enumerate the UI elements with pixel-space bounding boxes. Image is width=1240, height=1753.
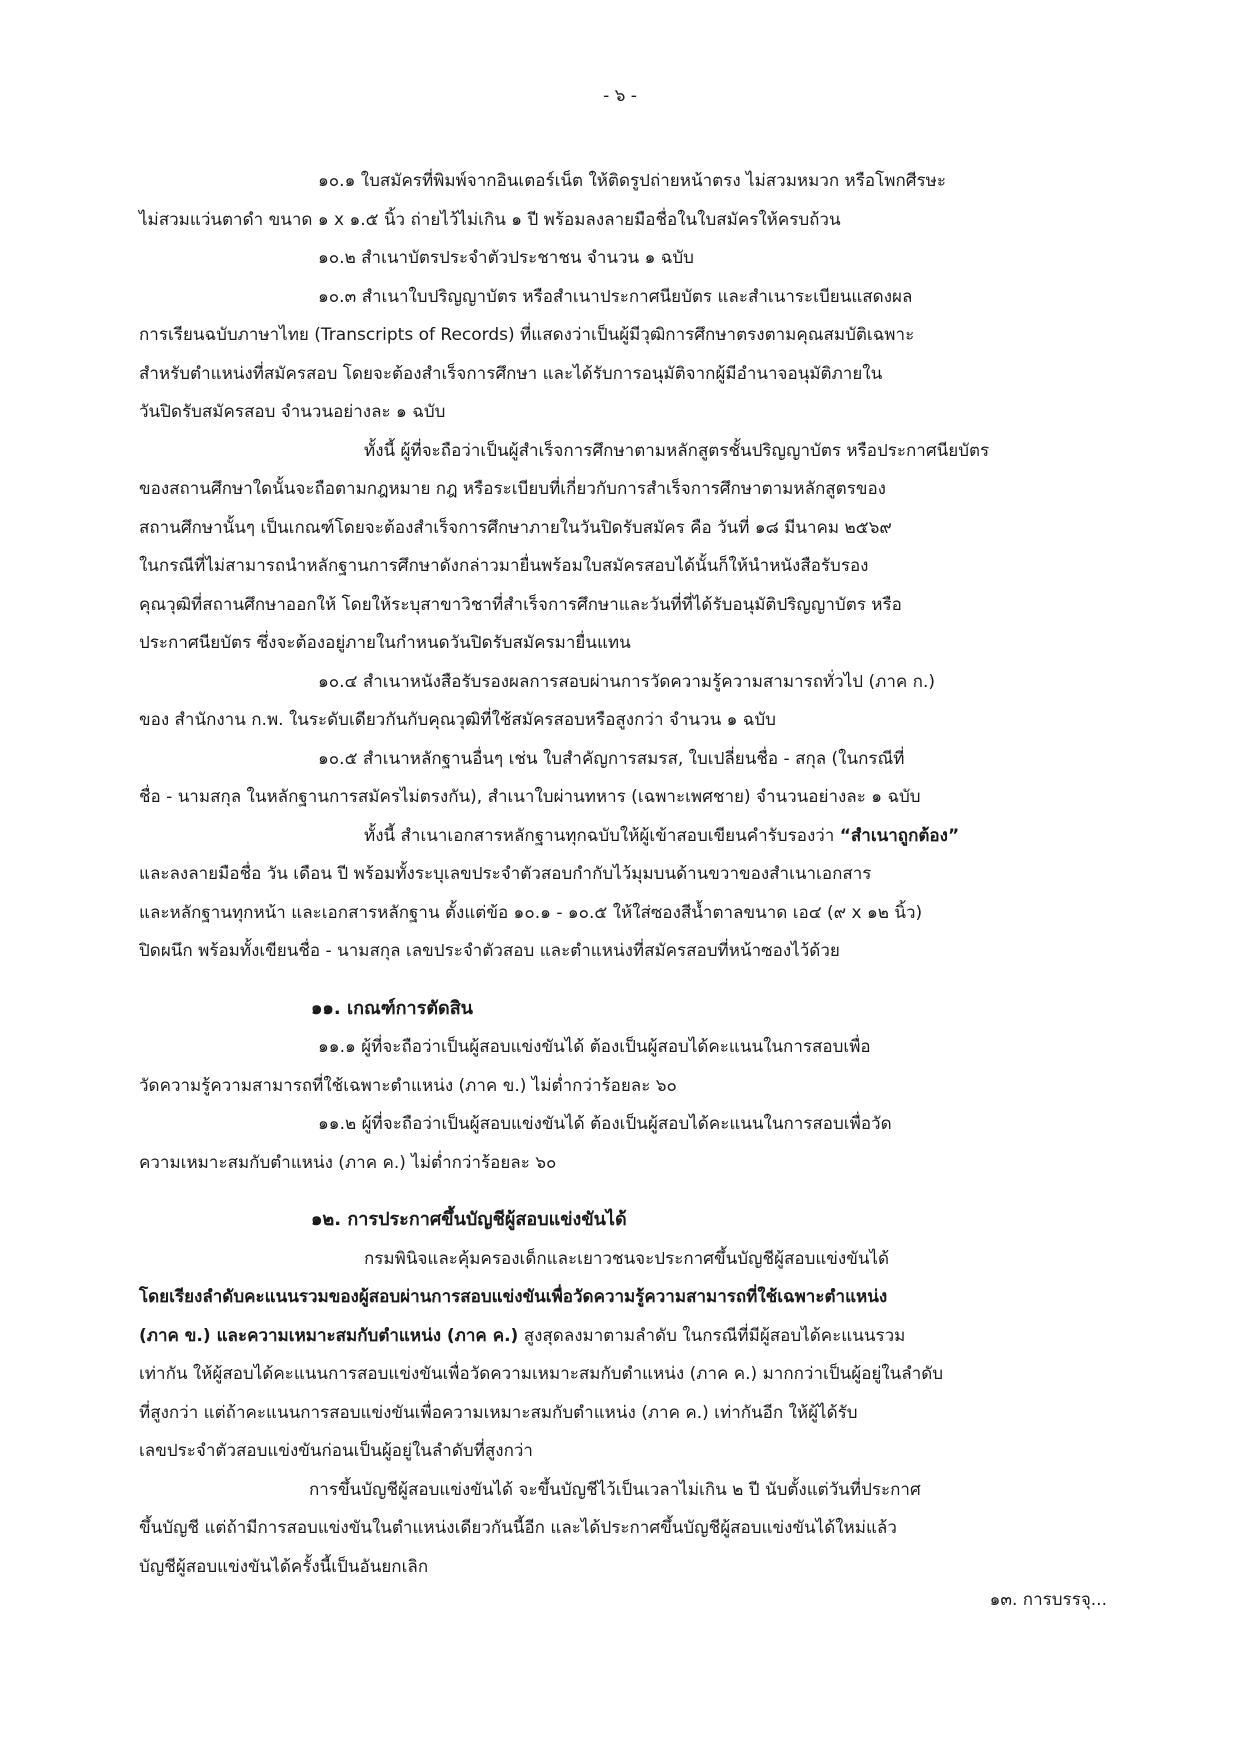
section-12-para-1-line-1: กรมพินิจและคุ้มครองเด็กและเยาวชนจะประกาศขึ้นบัญชีผู้สอบแข่งขันได้ bbox=[364, 1248, 890, 1269]
page-number: - ๖ - bbox=[603, 86, 637, 106]
section-12 bbox=[139, 1201, 1101, 1586]
item-11-1-line-1: ๑๑.๑ ผู้ที่จะถือว่าเป็นผู้สอบแข่งขันได้ ต้องเป็นผู้สอบได้คะแนนในการสอบเพื่อ bbox=[318, 1037, 871, 1057]
item-10-3-line-3: สำหรับตำแหน่งที่สมัครสอบ โดยจะต้องสำเร็จการศึกษา และได้รับการอนุมัติจากผู้มีอำนาจอนุมัติภายใน bbox=[139, 363, 883, 384]
item-10-1-line-2: ไม่สวมแว่นตาดำ ขนาด ๑ x ๑.๕ นิ้ว ถ่ายไว้ไม่เกิน ๑ ปี พร้อมลงลายมือชื่อในใบสมัครให้ครบถ้วน bbox=[139, 209, 841, 230]
section-12-para-1-line-6: เลขประจำตัวสอบแข่งขันก่อนเป็นผู้อยู่ในลำดับที่สูงกว่า bbox=[139, 1441, 533, 1461]
section-12-para-1-line-3-bold: (ภาค ข.) และความเหมาะสมกับตำแหน่ง (ภาค ค.) bbox=[139, 1325, 519, 1346]
note-2-line-1 bbox=[139, 817, 1101, 856]
item-11-1-line-2: วัดความรู้ความสามารถที่ใช้เฉพาะตำแหน่ง (ภาค ข.) ไม่ต่ำกว่าร้อยละ ๖๐ bbox=[139, 1075, 677, 1096]
section-11-heading: ๑๑. เกณฑ์การตัดสิน bbox=[311, 997, 473, 1019]
section-12-para-1-line-2: โดยเรียงลำดับคะแนนรวมของผู้สอบผ่านการสอบแข่งขันเพื่อวัดความรู้ความสามารถที่ใช้เฉพาะตำแหน่ง bbox=[139, 1287, 888, 1307]
section-12-para-2-line-1: การขึ้นบัญชีผู้สอบแข่งขันได้ จะขึ้นบัญชีไว้เป็นเวลาไม่เกิน ๒ ปี นับตั้งแต่วันที่ประกาศ bbox=[309, 1479, 921, 1500]
document-body bbox=[139, 162, 1101, 1586]
item-10-5-line-2: ชื่อ - นามสกุล ในหลักฐานการสมัครไม่ตรงกัน), สำเนาใบผ่านทหาร (เฉพาะเพศชาย) จำนวนอย่างละ ๑ ฉบับ bbox=[139, 787, 921, 807]
section-12-para-1-line-4: เท่ากัน ให้ผู้สอบได้คะแนนการสอบแข่งขันเพื่อวัดความเหมาะสมกับตำแหน่ง (ภาค ค.) มากกว่าเป็นผู้อยู่ในลำดับ bbox=[139, 1364, 944, 1384]
note-1-line-5: คุณวุฒิที่สถานศึกษาออกให้ โดยให้ระบุสาขาวิชาที่สำเร็จการศึกษาและวันที่ที่ได้รับอนุมัติปริญญาบัตร หรือ bbox=[139, 594, 902, 615]
note-2-line-4: ปิดผนึก พร้อมทั้งเขียนชื่อ - นามสกุล เลขประจำตัวสอบ และตำแหน่งที่สมัครสอบที่หน้าซองไว้ด้วย bbox=[139, 941, 840, 961]
note-1-line-6: ประกาศนียบัตร ซึ่งจะต้องอยู่ภายในกำหนดวันปิดรับสมัครมายื่นแทน bbox=[139, 633, 631, 653]
item-10-5-line-1: ๑๐.๕ สำเนาหลักฐานอื่นๆ เช่น ใบสำคัญการสมรส, ใบเปลี่ยนชื่อ - สกุล (ในกรณีที่ bbox=[318, 748, 905, 769]
section-12-para-1-line-3 bbox=[139, 1317, 1101, 1356]
section-gap bbox=[139, 1182, 1101, 1201]
item-10-4-line-2: ของ สำนักงาน ก.พ. ในระดับเดียวกันกับคุณวุฒิที่ใช้สมัครสอบหรือสูงกว่า จำนวน ๑ ฉบับ bbox=[139, 710, 776, 730]
note-2-line-3: และหลักฐานทุกหน้า และเอกสารหลักฐาน ตั้งแต่ข้อ ๑๐.๑ - ๑๐.๕ ให้ใส่ซองสีน้ำตาลขนาด เอ๔ (๙ x ๑๒ นิ้ว) bbox=[139, 902, 923, 923]
note-1-line-4: ในกรณีที่ไม่สามารถนำหลักฐานการศึกษาดังกล่าวมายื่นพร้อมใบสมัครสอบได้นั้นก็ให้นำหนังสือรับรอง bbox=[139, 556, 869, 576]
item-10-3-line-4: วันปิดรับสมัครสอบ จำนวนอย่างละ ๑ ฉบับ bbox=[139, 402, 446, 422]
section-10 bbox=[139, 162, 1101, 971]
section-11 bbox=[139, 990, 1101, 1183]
note-1-line-2: ของสถานศึกษาใดนั้นจะถือตามกฎหมาย กฎ หรือระเบียบที่เกี่ยวกับการสำเร็จการศึกษาตามหลักสูตรของ bbox=[139, 479, 886, 499]
section-12-para-1-line-3-rest: สูงสุดลงมาตามลำดับ ในกรณีที่มีผู้สอบได้คะแนนรวม bbox=[518, 1325, 906, 1346]
note-2-line-2: และลงลายมือชื่อ วัน เดือน ปี พร้อมทั้งระบุเลขประจำตัวสอบกำกับไว้มุมบนด้านขวาของสำเนาเอกสาร bbox=[139, 864, 872, 884]
section-gap bbox=[139, 971, 1101, 990]
section-12-heading: ๑๒. การประกาศขึ้นบัญชีผู้สอบแข่งขันได้ bbox=[311, 1209, 627, 1230]
section-12-para-2-line-3: บัญชีผู้สอบแข่งขันได้ครั้งนี้เป็นอันยกเลิก bbox=[139, 1556, 429, 1577]
section-12-para-1-line-5: ที่สูงกว่า แต่ถ้าคะแนนการสอบแข่งขันเพื่อความเหมาะสมกับตำแหน่ง (ภาค ค.) เท่ากันอีก ให้ผู้ได้รับ bbox=[139, 1402, 858, 1423]
item-10-1-line-1: ๑๐.๑ ใบสมัครที่พิมพ์จากอินเตอร์เน็ต ให้ติดรูปถ่ายหน้าตรง ไม่สวมหมวก หรือโพกศีรษะ bbox=[318, 171, 946, 191]
item-10-3-line-1: ๑๐.๓ สำเนาใบปริญญาบัตร หรือสำเนาประกาศนียบัตร และสำเนาระเบียนแสดงผล bbox=[318, 286, 913, 307]
note-1-line-3: สถานศึกษานั้นๆ เป็นเกณฑ์โดยจะต้องสำเร็จการศึกษาภายในวันปิดรับสมัคร คือ วันที่ ๑๘ มีนาคม ๒๕๖๙ bbox=[139, 517, 892, 538]
item-10-2: ๑๐.๒ สำเนาบัตรประจำตัวประชาชน จำนวน ๑ ฉบับ bbox=[318, 248, 694, 268]
item-10-4-line-1: ๑๐.๔ สำเนาหนังสือรับรองผลการสอบผ่านการวัดความรู้ความสามารถทั่วไป (ภาค ก.) bbox=[318, 671, 935, 692]
note-2-line-1-text: ทั้งนี้ สำเนาเอกสารหลักฐานทุกฉบับให้ผู้เข้าสอบเขียนคำรับรองว่า bbox=[364, 825, 840, 846]
item-10-3-line-2: การเรียนฉบับภาษาไทย (Transcripts of Records) ที่แสดงว่าเป็นผู้มีวุฒิการศึกษาตรงตามคุณสมบัติเฉพาะ bbox=[139, 325, 915, 345]
item-11-2-line-2: ความเหมาะสมกับตำแหน่ง (ภาค ค.) ไม่ต่ำกว่าร้อยละ ๖๐ bbox=[139, 1152, 557, 1173]
note-1-line-1: ทั้งนี้ ผู้ที่จะถือว่าเป็นผู้สำเร็จการศึกษาตามหลักสูตรชั้นปริญญาบัตร หรือประกาศนียบัตร bbox=[364, 440, 990, 461]
continuation-note: ๑๓. การบรรจุ... bbox=[989, 1590, 1107, 1610]
section-12-para-2-line-2: ขึ้นบัญชี แต่ถ้ามีการสอบแข่งขันในตำแหน่งเดียวกันนี้อีก และได้ประกาศขึ้นบัญชีผู้สอบแข่งขันได้ใหม่แล้ว bbox=[139, 1518, 897, 1538]
item-11-2-line-1: ๑๑.๒ ผู้ที่จะถือว่าเป็นผู้สอบแข่งขันได้ ต้องเป็นผู้สอบได้คะแนนในการสอบเพื่อวัด bbox=[318, 1114, 892, 1134]
certified-copy-phrase: “สำเนาถูกต้อง” bbox=[839, 825, 960, 846]
